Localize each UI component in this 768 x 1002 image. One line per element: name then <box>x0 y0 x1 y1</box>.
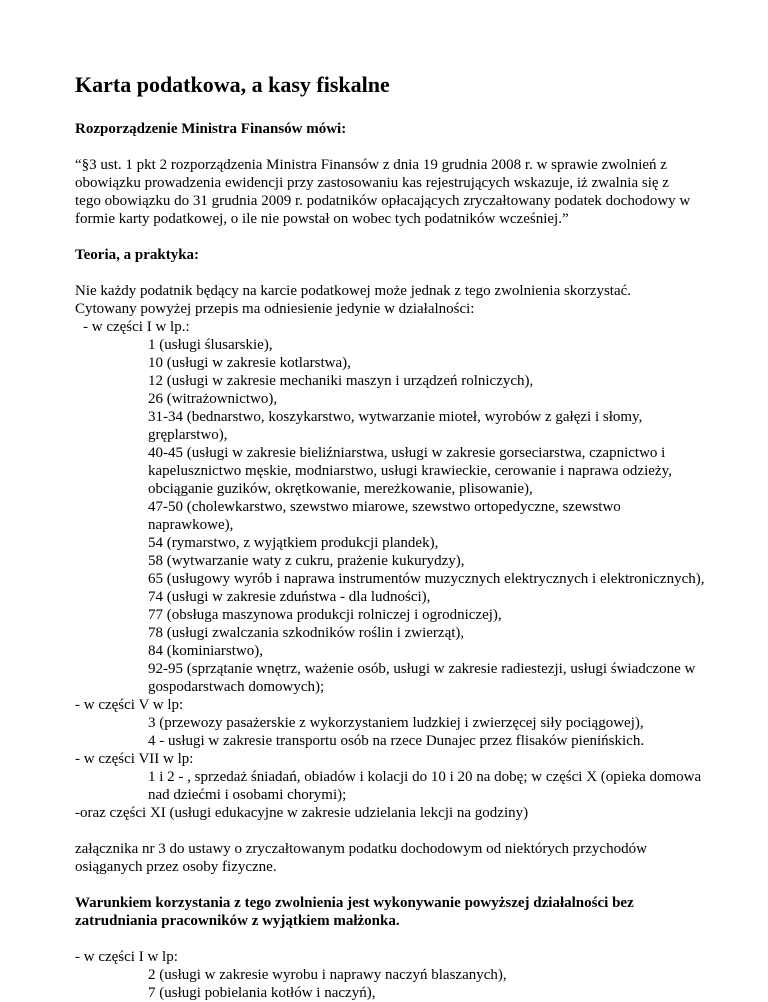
section-heading-theory: Teoria, a praktyka: <box>75 247 200 263</box>
part-label: - w części V w lp: <box>75 697 184 713</box>
part-label: - w części VII w lp: <box>75 751 194 767</box>
list-item: 74 (usługi w zakresie zduństwa - dla ludności), <box>148 589 431 605</box>
condition-statement: Warunkiem korzystania z tego zwolnienia jest wykonywanie powyższej działalności bez zatrudniania pracowników z wyjątkiem małżonka. <box>75 895 634 929</box>
list-item: 10 (usługi w zakresie kotlarstwa), <box>148 355 351 371</box>
list-item: 7 (usługi pobielania kotłów i naczyń), <box>148 985 376 1001</box>
attachment-note: załącznika nr 3 do ustawy o zryczałtowanym podatku dochodowym od niektórych przychodów osiąganych przez osoby fizyczne. <box>75 841 647 875</box>
list-item: 26 (witrażownictwo), <box>148 391 278 407</box>
list-item: 47-50 (cholewkarstwo, szewstwo miarowe, szewstwo ortopedyczne, szewstwo naprawkowe), <box>148 499 621 533</box>
list-item: 1 (usługi ślusarskie), <box>148 337 273 353</box>
page-title: Karta podatkowa, a kasy fiskalne <box>75 72 390 97</box>
intro-line: Nie każdy podatnik będący na karcie podatkowej może jednak z tego zwolnienia skorzystać. <box>75 283 632 299</box>
part-label: - w części I w lp: <box>75 949 178 965</box>
list-item: 58 (wytwarzanie waty z cukru, prażenie kukurydzy), <box>148 553 465 569</box>
list-item: 1 i 2 - , sprzedaż śniadań, obiadów i kolacji do 10 i 20 na dobę; w części X (opieka domowa nad dziećmi i osobami chorymi); <box>148 769 702 803</box>
list-item: 78 (usługi zwalczania szkodników roślin i zwierząt), <box>148 625 465 641</box>
part-label: -oraz części XI (usługi edukacyjne w zakresie udzielania lekcji na godziny) <box>75 805 529 821</box>
document-page <box>75 72 705 1002</box>
list-item: 3 (przewozy pasażerskie z wykorzystaniem ludzkiej i zwierzęcej siły pociągowej), <box>148 715 644 731</box>
part-label: - w części I w lp.: <box>83 319 190 335</box>
list-item: 2 (usługi w zakresie wyrobu i naprawy naczyń blaszanych), <box>148 967 507 983</box>
list-item: 54 (rymarstwo, z wyjątkiem produkcji plandek), <box>148 535 439 551</box>
list-item: 31-34 (bednarstwo, koszykarstwo, wytwarzanie mioteł, wyrobów z gałęzi i słomy, gręplarstwo), <box>148 409 643 443</box>
list-item: 84 (kominiarstwo), <box>148 643 263 659</box>
list-item: 4 - usługi w zakresie transportu osób na rzece Dunajec przez flisaków pienińskich. <box>148 733 645 749</box>
list-item: 12 (usługi w zakresie mechaniki maszyn i urządzeń rolniczych), <box>148 373 534 389</box>
list-item: 77 (obsługa maszynowa produkcji rolniczej i ogrodniczej), <box>148 607 502 623</box>
list-item: 92-95 (sprzątanie wnętrz, ważenie osób, usługi w zakresie radiestezji, usługi świadczone w gospodarstwach domowych); <box>148 661 696 695</box>
list-item: 40-45 (usługi w zakresie bieliźniarstwa, usługi w zakresie gorseciarstwa, czapnictwo i kapelusznictwo męskie, modniarstwo, usługi krawieckie, cerowanie i naprawa odzieży, obciąganie guzików, okrętkowanie, mereżkowanie, plisowanie), <box>148 445 672 497</box>
section-heading-regulation: Rozporządzenie Ministra Finansów mówi: <box>75 121 347 137</box>
list-item: 65 (usługowy wyrób i naprawa instrumentów muzycznych elektrycznych i elektronicznych), <box>148 571 705 587</box>
regulation-quote: “§3 ust. 1 pkt 2 rozporządzenia Ministra Finansów z dnia 19 grudnia 2008 r. w sprawie zwolnień z obowiązku prowadzenia ewidencji przy zastosowaniu kas rejestrujących wskazuje, iż zwalnia się z tego obowiązku do 31 grudnia 2009 r. podatników opłacających zryczałtowany podatek dochodowy w formie karty podatkowej, o ile nie powstał on wobec tych podatników wcześniej.” <box>75 157 691 227</box>
intro-line: Cytowany powyżej przepis ma odniesienie jedynie w działalności: <box>75 301 475 317</box>
